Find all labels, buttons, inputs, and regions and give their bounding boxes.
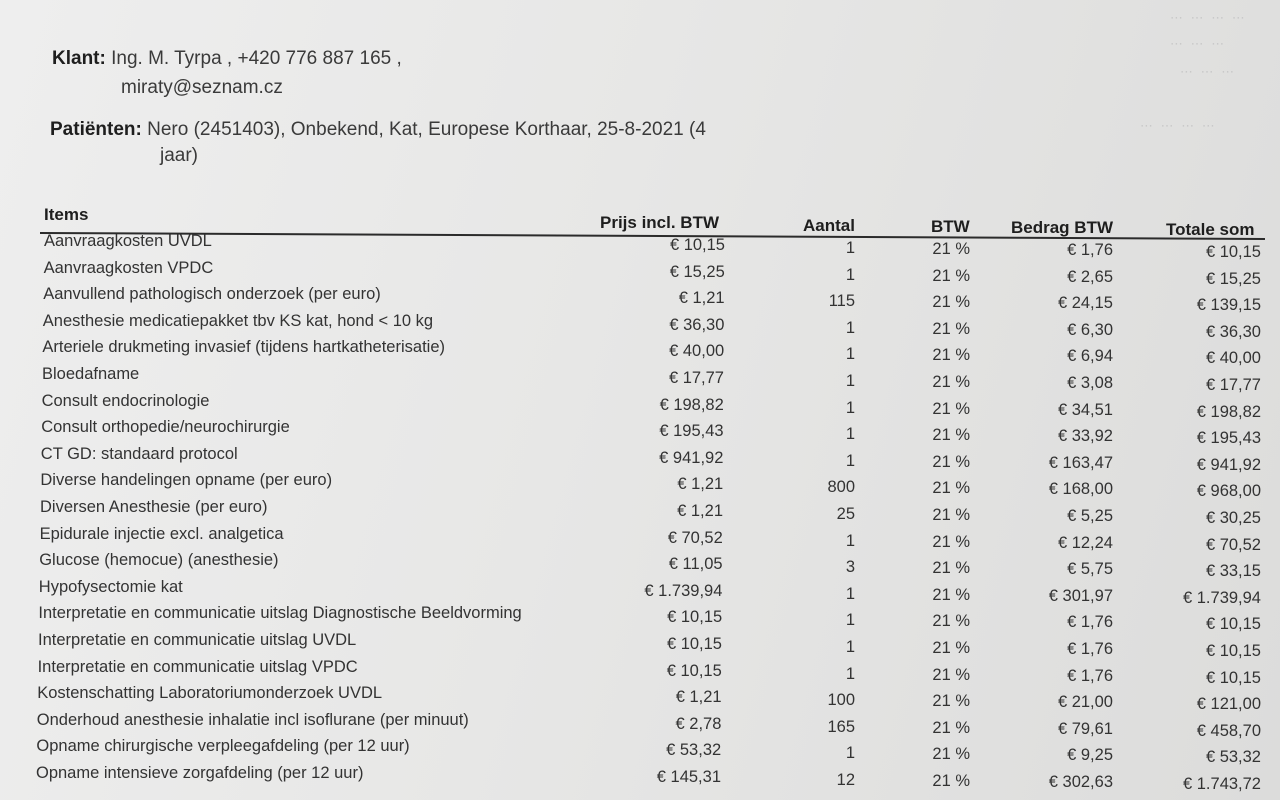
table-row	[0, 473, 1280, 499]
customer-line	[52, 48, 402, 70]
vat-amount-cell: € 12,24	[1057, 533, 1113, 552]
vat-amount-cell: € 1,76	[1067, 640, 1113, 658]
header-price: Prijs incl. BTW	[600, 213, 720, 232]
total-cell: € 15,25	[1205, 269, 1261, 288]
vat-cell: 21 %	[932, 399, 970, 418]
vat-amount-cell: € 24,15	[1057, 294, 1113, 313]
total-cell: € 941,92	[1196, 455, 1261, 474]
vat-cell: 21 %	[932, 346, 970, 365]
vat-amount-cell: € 5,25	[1067, 507, 1113, 525]
price-cell: € 1,21	[677, 475, 724, 494]
item-cell: Anesthesie medicatiepakket tbv KS kat, hond < 10 kg	[42, 311, 434, 330]
qty-cell: 1	[845, 345, 855, 364]
table-row	[0, 234, 1280, 260]
price-cell: € 53,32	[666, 741, 722, 760]
price-cell: € 198,82	[659, 395, 724, 414]
total-cell: € 33,15	[1205, 562, 1261, 581]
table-row	[0, 577, 1280, 607]
vat-amount-cell: € 34,51	[1057, 400, 1113, 419]
vat-cell: 21 %	[932, 772, 970, 790]
qty-cell: 1	[845, 451, 855, 470]
price-cell: € 10,15	[666, 661, 722, 680]
qty-cell: 1	[845, 425, 855, 444]
price-cell: € 36,30	[669, 315, 725, 334]
vat-cell: 21 %	[932, 479, 970, 498]
price-cell: € 1,21	[678, 289, 725, 308]
qty-cell: 115	[828, 292, 855, 311]
item-cell: Interpretatie en communicatie uitslag UVDL	[38, 631, 357, 649]
table-row	[0, 340, 1280, 366]
price-cell: € 195,43	[659, 422, 724, 441]
vat-cell: 21 %	[932, 452, 970, 471]
price-cell: € 10,15	[666, 635, 722, 653]
bleed-through-mark: ⋯ ⋯ ⋯ ⋯	[1170, 10, 1247, 25]
price-cell: € 145,31	[656, 768, 721, 786]
item-cell: Interpretatie en communicatie uitslag Diagnostische Beeldvorming	[38, 604, 522, 623]
total-cell: € 70,52	[1205, 535, 1261, 554]
vat-amount-cell: € 2,65	[1067, 267, 1113, 286]
header-vat-amount: Bedrag BTW	[1011, 218, 1113, 237]
qty-cell: 1	[845, 744, 855, 763]
patient-value-cont: jaar)	[160, 145, 199, 166]
qty-cell: 165	[827, 717, 855, 736]
table-row	[0, 367, 1280, 393]
vat-amount-cell: € 79,61	[1057, 719, 1113, 738]
table-row	[0, 524, 1280, 554]
item-cell: Opname chirurgische verpleegafdeling (per 12 uur)	[36, 737, 410, 756]
vat-cell: 21 %	[932, 240, 970, 258]
customer-email-line	[121, 77, 283, 99]
qty-cell: 1	[845, 664, 855, 683]
qty-cell: 1	[845, 584, 855, 603]
table-row	[0, 633, 1280, 659]
vat-amount-cell: € 1,76	[1067, 666, 1113, 685]
vat-amount-cell: € 6,30	[1067, 320, 1113, 339]
price-cell: € 15,25	[669, 262, 725, 281]
qty-cell: 25	[836, 505, 855, 523]
customer-email: miraty@seznam.cz	[121, 77, 283, 98]
qty-cell: 1	[845, 398, 855, 417]
item-cell: Aanvullend pathologisch onderzoek (per euro)	[43, 285, 381, 304]
vat-amount-cell: € 9,25	[1067, 746, 1113, 765]
patient-line	[50, 119, 706, 141]
vat-amount-cell: € 21,00	[1057, 693, 1113, 712]
qty-cell: 1	[845, 239, 855, 257]
qty-cell: 1	[845, 611, 855, 630]
total-cell: € 30,25	[1205, 509, 1261, 527]
total-cell: € 40,00	[1205, 349, 1261, 368]
qty-cell: 1	[845, 531, 855, 550]
item-cell: Consult orthopedie/neurochirurgie	[41, 418, 290, 437]
header-qty: Aantal	[803, 216, 855, 235]
vat-cell: 21 %	[932, 426, 970, 445]
qty-cell: 1	[845, 372, 855, 390]
total-cell: € 195,43	[1196, 429, 1261, 448]
item-cell: Diversen Anesthesie (per euro)	[40, 498, 268, 516]
total-cell: € 139,15	[1196, 296, 1261, 315]
total-cell: € 10,15	[1205, 668, 1261, 687]
vat-cell: 21 %	[932, 506, 970, 524]
price-cell: € 11,05	[668, 555, 723, 574]
vat-amount-cell: € 6,94	[1067, 347, 1113, 366]
qty-cell: 3	[845, 558, 855, 577]
vat-amount-cell: € 302,63	[1048, 773, 1113, 791]
item-cell: Glucose (hemocue) (anesthesie)	[39, 551, 279, 570]
vat-amount-cell: € 33,92	[1057, 427, 1113, 446]
header-items: Items	[44, 205, 89, 224]
table-row	[0, 606, 1280, 632]
bleed-through-mark: ⋯ ⋯ ⋯	[1180, 64, 1237, 79]
item-cell: CT GD: standaard protocol	[40, 444, 238, 463]
total-cell: € 10,15	[1205, 615, 1261, 634]
table-row	[0, 258, 1280, 288]
price-cell: € 40,00	[669, 342, 725, 361]
vat-cell: 21 %	[932, 266, 970, 285]
total-cell: € 458,70	[1196, 721, 1261, 740]
table-row	[0, 553, 1280, 579]
vat-cell: 21 %	[932, 612, 970, 631]
qty-cell: 12	[836, 771, 855, 789]
vat-cell: 21 %	[932, 639, 970, 657]
customer-value: Ing. M. Tyrpa , +420 776 887 165 ,	[111, 48, 402, 69]
price-cell: € 10,15	[667, 608, 723, 627]
vat-amount-cell: € 168,00	[1048, 480, 1113, 499]
vat-cell: 21 %	[932, 532, 970, 551]
total-cell: € 10,15	[1205, 243, 1261, 261]
total-cell: € 53,32	[1205, 748, 1261, 767]
header-total: Totale som	[1166, 220, 1255, 239]
item-cell: Bloedafname	[42, 365, 140, 383]
vat-cell: 21 %	[932, 745, 970, 764]
item-cell: Arteriele drukmeting invasief (tijdens hartkatheterisatie)	[42, 338, 445, 357]
qty-cell: 800	[827, 478, 855, 497]
qty-cell: 1	[845, 265, 855, 284]
table-row	[0, 420, 1280, 446]
total-cell: € 121,00	[1196, 695, 1261, 714]
qty-cell: 100	[827, 691, 855, 710]
table-row	[0, 287, 1280, 313]
table-row	[0, 311, 1280, 341]
qty-cell: 1	[845, 318, 855, 337]
table-row	[0, 444, 1280, 474]
patient-line-cont	[160, 145, 198, 167]
vat-cell: 21 %	[932, 293, 970, 312]
vat-cell: 21 %	[932, 559, 970, 578]
item-cell: Opname intensieve zorgafdeling (per 12 uur)	[36, 764, 364, 782]
item-cell: Kostenschatting Laboratoriumonderzoek UVDL	[37, 684, 383, 703]
total-cell: € 17,77	[1205, 376, 1261, 394]
item-cell: Hypofysectomie kat	[38, 577, 183, 596]
vat-amount-cell: € 1,76	[1067, 241, 1113, 259]
price-cell: € 1,21	[677, 502, 723, 520]
vat-cell: 21 %	[932, 718, 970, 737]
vat-cell: 21 %	[932, 692, 970, 711]
vat-cell: 21 %	[932, 665, 970, 684]
total-cell: € 36,30	[1205, 322, 1261, 341]
total-cell: € 968,00	[1196, 482, 1261, 501]
vat-cell: 21 %	[932, 585, 970, 604]
price-cell: € 10,15	[669, 236, 725, 254]
vat-amount-cell: € 301,97	[1048, 586, 1113, 605]
table-row	[0, 739, 1280, 765]
vat-amount-cell: € 5,75	[1067, 560, 1113, 579]
table-row	[0, 391, 1280, 421]
table-row	[0, 686, 1280, 712]
price-cell: € 1.739,94	[644, 581, 723, 600]
total-cell: € 10,15	[1205, 642, 1261, 660]
qty-cell: 1	[845, 638, 855, 656]
item-cell: Consult endocrinologie	[41, 391, 210, 410]
total-cell: € 1.743,72	[1183, 775, 1261, 793]
vat-cell: 21 %	[932, 373, 970, 391]
total-cell: € 1.739,94	[1183, 588, 1261, 607]
item-cell: Onderhoud anesthesie inhalatie incl isoflurane (per minuut)	[36, 710, 469, 729]
price-cell: € 2,78	[675, 714, 722, 733]
item-cell: Interpretatie en communicatie uitslag VPDC	[37, 657, 358, 676]
header-vat: BTW	[931, 217, 970, 236]
item-cell: Aanvraagkosten VPDC	[43, 258, 214, 277]
vat-amount-cell: € 163,47	[1048, 453, 1113, 472]
price-cell: € 941,92	[659, 448, 724, 467]
item-cell: Diverse handelingen opname (per euro)	[40, 471, 333, 490]
item-cell: Aanvraagkosten UVDL	[44, 232, 212, 250]
item-cell: Epidurale injectie excl. analgetica	[39, 524, 284, 543]
patient-value: Nero (2451403), Onbekend, Kat, Europese Korthaar, 25-8-2021 (4	[147, 119, 706, 140]
table-row	[0, 710, 1280, 740]
bleed-through-mark: ⋯ ⋯ ⋯	[1170, 36, 1227, 51]
table-row	[0, 500, 1280, 526]
vat-cell: 21 %	[932, 319, 970, 338]
price-cell: € 1,21	[675, 688, 722, 707]
total-cell: € 198,82	[1196, 402, 1261, 421]
bleed-through-mark: ⋯ ⋯ ⋯ ⋯	[1140, 118, 1217, 133]
table-row	[0, 766, 1280, 792]
vat-amount-cell: € 1,76	[1067, 613, 1113, 632]
price-cell: € 70,52	[667, 528, 723, 547]
vat-amount-cell: € 3,08	[1067, 374, 1113, 392]
patient-label: Patiënten:	[50, 119, 142, 140]
table-row	[0, 657, 1280, 687]
customer-label: Klant:	[52, 48, 106, 69]
price-cell: € 17,77	[668, 369, 724, 387]
